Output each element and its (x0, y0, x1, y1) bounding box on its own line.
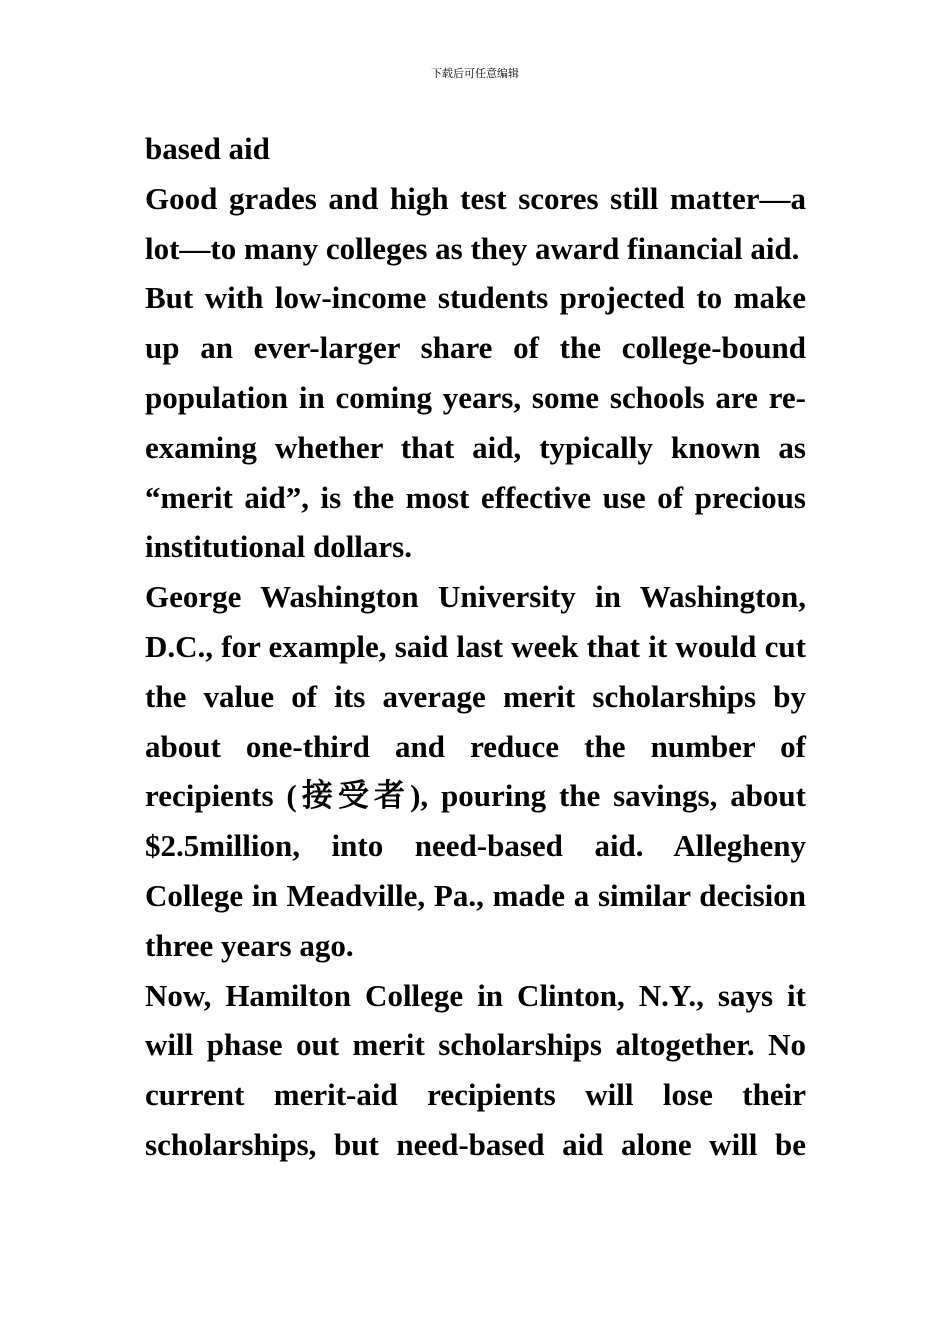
paragraph-low-income-students: But with low-income students projected to make up an ever-larger share of the college-bound population in coming years, some schools are re-examing whether that aid, typically known as “merit aid”, is the most effective use of precious institutional dollars. (145, 280, 806, 565)
paragraph-george-washington: George Washington University in Washington, D.C., for example, said last week that it would cut the value of its average merit scholarships by about one-third and reduce the number of recipients (接受者), pouring the savings, about $2.5million, into need-based aid. Allegheny College in Meadville, Pa., made a similar decision three years ago. (145, 579, 806, 963)
paragraph-grades-matter: Good grades and high test scores still matter—a lot—to many colleges as they award financial aid. (145, 180, 806, 266)
paragraph-title-fragment: based aid (145, 131, 270, 166)
page-header: 下载后可任意编辑 (431, 67, 519, 80)
document-body (145, 124, 806, 1170)
paragraph-hamilton-college: Now, Hamilton College in Clinton, N.Y., says it will phase out merit scholarships altogether. No current merit-aid recipients will lose their scholarships, but need-based aid alone will be (145, 977, 806, 1162)
